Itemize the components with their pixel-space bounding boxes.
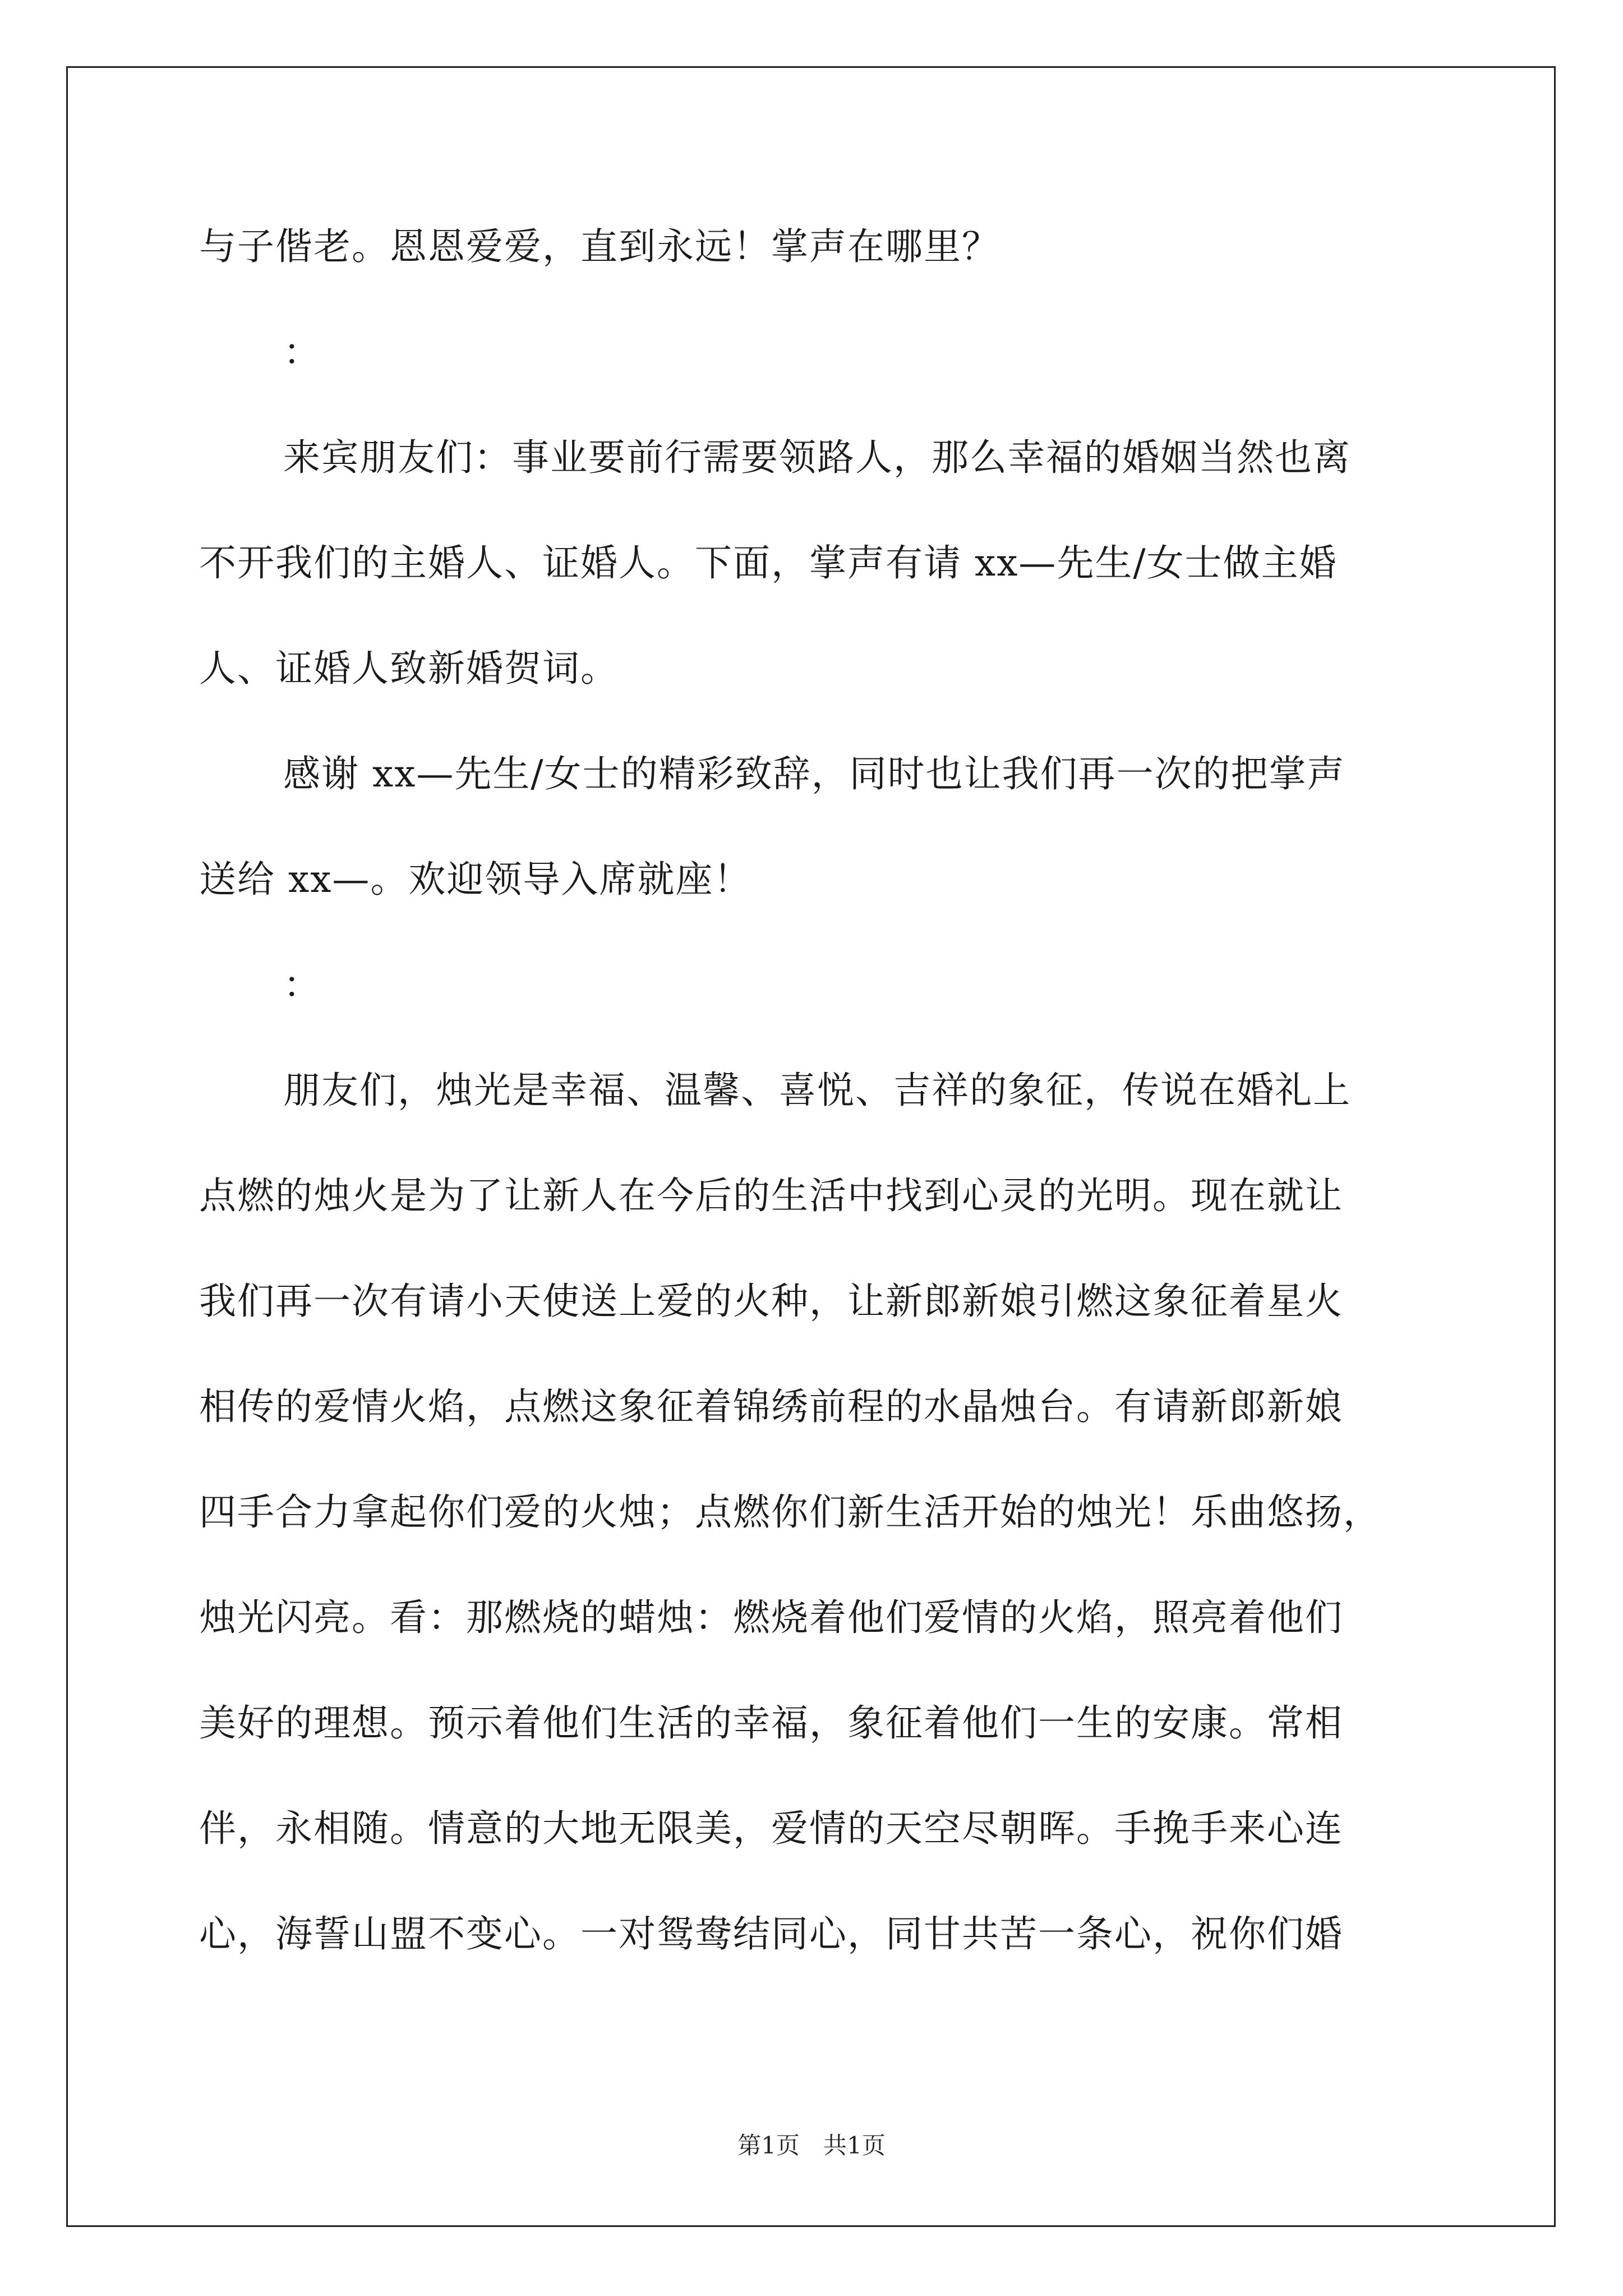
text-line: 与子偕老。恩恩爱爱，直到永远！掌声在哪里？ [199,225,1000,268]
speaker-colon: ： [283,330,321,374]
text-line: 相传的爱情火焰，点燃这象征着锦绣前程的水晶烛台。有请新郎新娘 [199,1385,1343,1428]
page-number: 第1页 共1页 [737,2132,886,2159]
text-line: 心，海誓山盟不变心。一对鸳鸯结同心，同甘共苦一条心，祝你们婚 [199,1912,1343,1955]
speaker-colon: ： [283,963,321,1006]
text-line: 我们再一次有请小天使送上爱的火种，让新郎新娘引燃这象征着星火 [199,1280,1343,1323]
text-line: 美好的理想。预示着他们生活的幸福，象征着他们一生的安康。常相 [199,1701,1343,1745]
text-line: 不开我们的主婚人、证婚人。下面，掌声有请 xx—先生/女士做主婚 [199,541,1338,585]
text-line: 来宾朋友们：事业要前行需要领路人，那么幸福的婚姻当然也离 [283,436,1351,479]
text-line: 人、证婚人致新婚贺词。 [199,647,619,690]
text-line: 朋友们，烛光是幸福、温馨、喜悦、吉祥的象征，传说在婚礼上 [283,1069,1351,1112]
text-line: 烛光闪亮。看：那燃烧的蜡烛：燃烧着他们爱情的火焰，照亮着他们 [199,1596,1343,1639]
text-line: 点燃的烛火是为了让新人在今后的生活中找到心灵的光明。现在就让 [199,1174,1343,1217]
text-line: 送给 xx—。欢迎领导入席就座！ [199,858,752,901]
text-line: 感谢 xx—先生/女士的精彩致辞，同时也让我们再一次的把掌声 [283,752,1345,795]
page-border [66,66,1556,2227]
text-line: 四手合力拿起你们爱的火烛；点燃你们新生活开始的烛光！乐曲悠扬， [199,1490,1381,1534]
text-line: 伴，永相随。情意的大地无限美，爱情的天空尽朝晖。手挽手来心连 [199,1807,1343,1850]
